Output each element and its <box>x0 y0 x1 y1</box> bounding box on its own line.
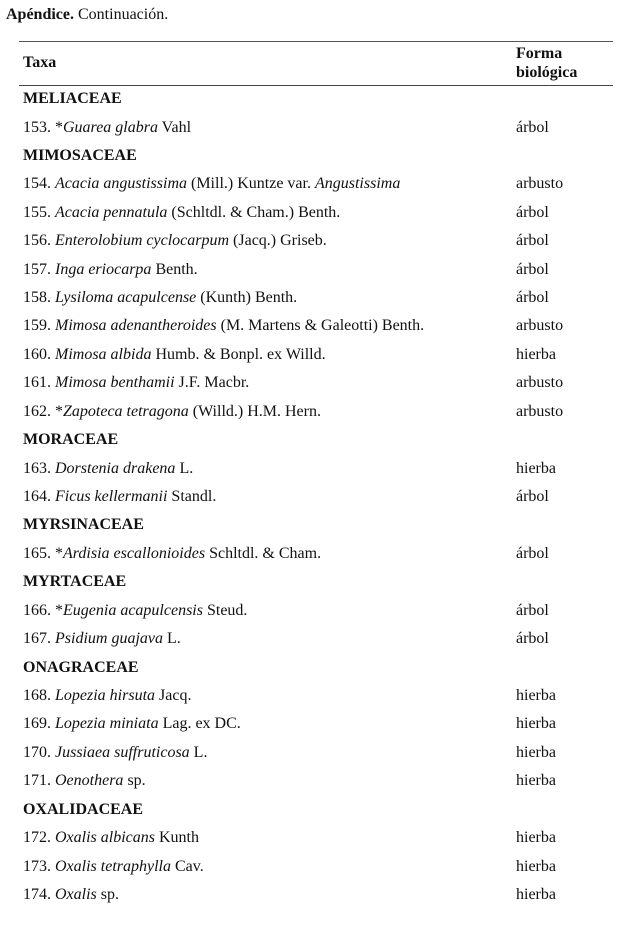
species-authority: L. <box>189 743 208 761</box>
forma-biologica-cell: hierba <box>516 772 556 790</box>
taxon-cell <box>23 600 247 622</box>
family-heading: MORACEAE <box>23 431 119 448</box>
forma-biologica-cell: hierba <box>516 345 556 363</box>
table-row <box>23 713 613 735</box>
species-authority: (Schltdl. & Cham.) Benth. <box>167 203 341 221</box>
forma-biologica-cell: árbol <box>516 118 549 136</box>
taxon-number: 174. <box>23 885 51 903</box>
taxon-number: 162. <box>23 402 51 420</box>
table-row <box>23 600 613 622</box>
taxon-cell <box>23 685 191 707</box>
column-header-forma-line2: biológica <box>516 64 578 81</box>
species-authority: Lag. ex DC. <box>158 715 241 733</box>
forma-biologica-cell: árbol <box>516 232 549 250</box>
taxon-number: 170. <box>23 743 51 761</box>
taxon-number: 169. <box>23 715 51 733</box>
forma-biologica-cell: arbusto <box>516 175 564 193</box>
column-header-taxa: Taxa <box>23 54 57 71</box>
species-name: Psidium guajava <box>55 630 163 648</box>
species-authority: (Kunth) Benth. <box>196 289 298 306</box>
forma-biologica-cell: hierba <box>516 885 556 903</box>
species-name: Acacia pennatula <box>55 203 168 221</box>
table-row <box>23 458 613 480</box>
endemic-mark: * <box>55 118 63 136</box>
species-name: Mimosa adenantheroides <box>55 317 217 335</box>
taxon-cell <box>23 742 207 764</box>
caption-text: Continuación. <box>74 6 169 23</box>
table-row <box>23 259 613 281</box>
taxon-cell <box>23 543 321 565</box>
caption-label: Apéndice. <box>6 6 74 23</box>
taxon-number: 155. <box>23 203 51 221</box>
species-name: Mimosa benthamii <box>55 374 175 392</box>
species-authority: Benth. <box>151 260 198 278</box>
table-row <box>23 173 613 195</box>
species-authority: sp. <box>96 885 120 903</box>
species-name: Guarea glabra <box>63 118 158 136</box>
taxon-number: 161. <box>23 374 51 392</box>
species-name: Enterolobium cyclocarpum <box>55 232 230 250</box>
species-authority: Vahl <box>157 118 192 136</box>
family-heading: MYRSINACEAE <box>23 516 144 534</box>
species-name: Eugenia acapulcensis <box>63 601 203 619</box>
species-authority: Standl. <box>167 487 217 505</box>
taxon-number: 160. <box>23 345 51 363</box>
forma-biologica-cell: árbol <box>516 260 549 278</box>
top-rule <box>19 41 613 42</box>
family-heading: MYRTACEAE <box>23 573 127 591</box>
taxon-cell <box>23 401 321 423</box>
variety-name: Angustissima <box>314 175 401 193</box>
forma-biologica-cell: árbol <box>516 601 549 619</box>
taxon-number: 168. <box>23 687 51 704</box>
species-authority: (M. Martens & Galeotti) Benth. <box>216 317 425 335</box>
taxon-cell <box>23 202 340 224</box>
table-row <box>23 315 613 337</box>
table-row <box>23 117 613 139</box>
header-rule <box>19 85 613 86</box>
table-row <box>23 628 613 650</box>
taxon-number: 156. <box>23 232 51 250</box>
species-authority: Kunth <box>155 829 199 847</box>
table-row <box>23 287 613 309</box>
taxon-number: 159. <box>23 317 51 335</box>
taxon-cell <box>23 713 241 735</box>
species-authority: Cav. <box>170 857 204 875</box>
species-authority: L. <box>175 459 194 477</box>
species-authority: Jacq. <box>155 687 192 704</box>
species-name: Dorstenia drakena <box>55 459 176 477</box>
taxon-cell <box>23 884 119 906</box>
table-row <box>23 770 613 792</box>
forma-biologica-cell: arbusto <box>516 374 564 392</box>
table-row <box>23 685 613 707</box>
forma-biologica-cell: hierba <box>516 857 556 875</box>
taxon-cell <box>23 770 146 792</box>
taxon-cell <box>23 628 181 650</box>
taxon-number: 172. <box>23 829 51 847</box>
taxon-number: 173. <box>23 857 51 875</box>
taxon-number: 165. <box>23 544 51 562</box>
species-authority: L. <box>163 630 181 648</box>
taxon-cell <box>23 230 327 252</box>
forma-biologica-cell: hierba <box>516 829 556 847</box>
taxon-cell <box>23 117 191 139</box>
species-name: Lopezia hirsuta <box>55 687 156 704</box>
taxon-cell <box>23 856 204 878</box>
table-row <box>23 884 613 906</box>
species-name: Inga eriocarpa <box>55 260 152 278</box>
species-authority: (Jacq.) Griseb. <box>229 232 327 250</box>
family-heading: MIMOSACEAE <box>23 146 137 164</box>
taxon-number: 163. <box>23 459 51 477</box>
column-header-forma <box>516 44 577 82</box>
taxon-cell <box>23 372 249 394</box>
table-row <box>23 344 613 366</box>
forma-biologica-cell: árbol <box>516 487 549 505</box>
species-name: Ficus kellermanii <box>55 487 168 505</box>
table-row <box>23 827 613 849</box>
taxon-number: 166. <box>23 601 51 619</box>
species-authority: Steud. <box>202 601 248 619</box>
species-name: Oxalis <box>55 885 97 903</box>
forma-biologica-cell: árbol <box>516 203 549 221</box>
species-name: Lysiloma acapulcense <box>55 289 197 306</box>
taxon-cell <box>23 827 199 849</box>
taxon-number: 158. <box>23 289 51 306</box>
forma-biologica-cell: árbol <box>516 544 549 562</box>
table-row <box>23 543 613 565</box>
species-name: Zapoteca tetragona <box>63 402 189 420</box>
taxon-cell <box>23 458 193 480</box>
column-header-forma-line1: Forma <box>516 45 563 62</box>
forma-biologica-cell: hierba <box>516 459 556 477</box>
forma-biologica-cell: arbusto <box>516 402 564 420</box>
table-row <box>23 202 613 224</box>
family-heading: OXALIDACEAE <box>23 800 144 818</box>
endemic-mark: * <box>55 544 63 562</box>
species-authority: J.F. Macbr. <box>174 374 250 392</box>
species-name: Ardisia escallonioides <box>63 544 206 562</box>
taxon-cell <box>23 173 400 195</box>
species-name: Jussiaea suffruticosa <box>55 743 190 761</box>
taxon-number: 167. <box>23 630 51 648</box>
forma-biologica-cell: hierba <box>516 715 556 733</box>
species-name: Lopezia miniata <box>55 715 159 733</box>
taxon-cell <box>23 344 326 366</box>
table-row <box>23 401 613 423</box>
table-row <box>23 742 613 764</box>
species-name: Oxalis tetraphylla <box>55 857 171 875</box>
species-authority: (Mill.) Kuntze var. <box>187 175 315 193</box>
endemic-mark: * <box>55 601 63 619</box>
species-authority: sp. <box>123 772 146 790</box>
endemic-mark: * <box>55 402 63 420</box>
forma-biologica-cell: hierba <box>516 743 556 761</box>
taxon-number: 164. <box>23 487 51 505</box>
species-name: Acacia angustissima <box>55 175 187 193</box>
family-heading: ONAGRACEAE <box>23 658 139 676</box>
forma-biologica-cell: hierba <box>516 687 556 704</box>
taxon-number: 171. <box>23 772 51 790</box>
table-row <box>23 486 613 508</box>
taxon-number: 153. <box>23 118 51 136</box>
family-heading: MELIACEAE <box>23 90 122 107</box>
table-caption <box>6 5 168 25</box>
taxon-cell <box>23 287 297 309</box>
species-name: Oxalis albicans <box>55 829 155 847</box>
forma-biologica-cell: árbol <box>516 630 549 648</box>
forma-biologica-cell: arbusto <box>516 317 564 335</box>
forma-biologica-cell: árbol <box>516 289 549 306</box>
taxon-cell <box>23 315 424 337</box>
species-name: Oenothera <box>55 772 124 790</box>
taxon-number: 157. <box>23 260 51 278</box>
species-authority: Humb. & Bonpl. ex Willd. <box>151 345 326 363</box>
species-authority: (Willd.) H.M. Hern. <box>188 402 321 420</box>
taxon-cell <box>23 259 198 281</box>
taxon-number: 154. <box>23 175 51 193</box>
table-row <box>23 372 613 394</box>
table-row <box>23 230 613 252</box>
taxon-cell <box>23 486 216 508</box>
species-name: Mimosa albida <box>55 345 152 363</box>
species-authority: Schltdl. & Cham. <box>205 544 322 562</box>
table-row <box>23 856 613 878</box>
